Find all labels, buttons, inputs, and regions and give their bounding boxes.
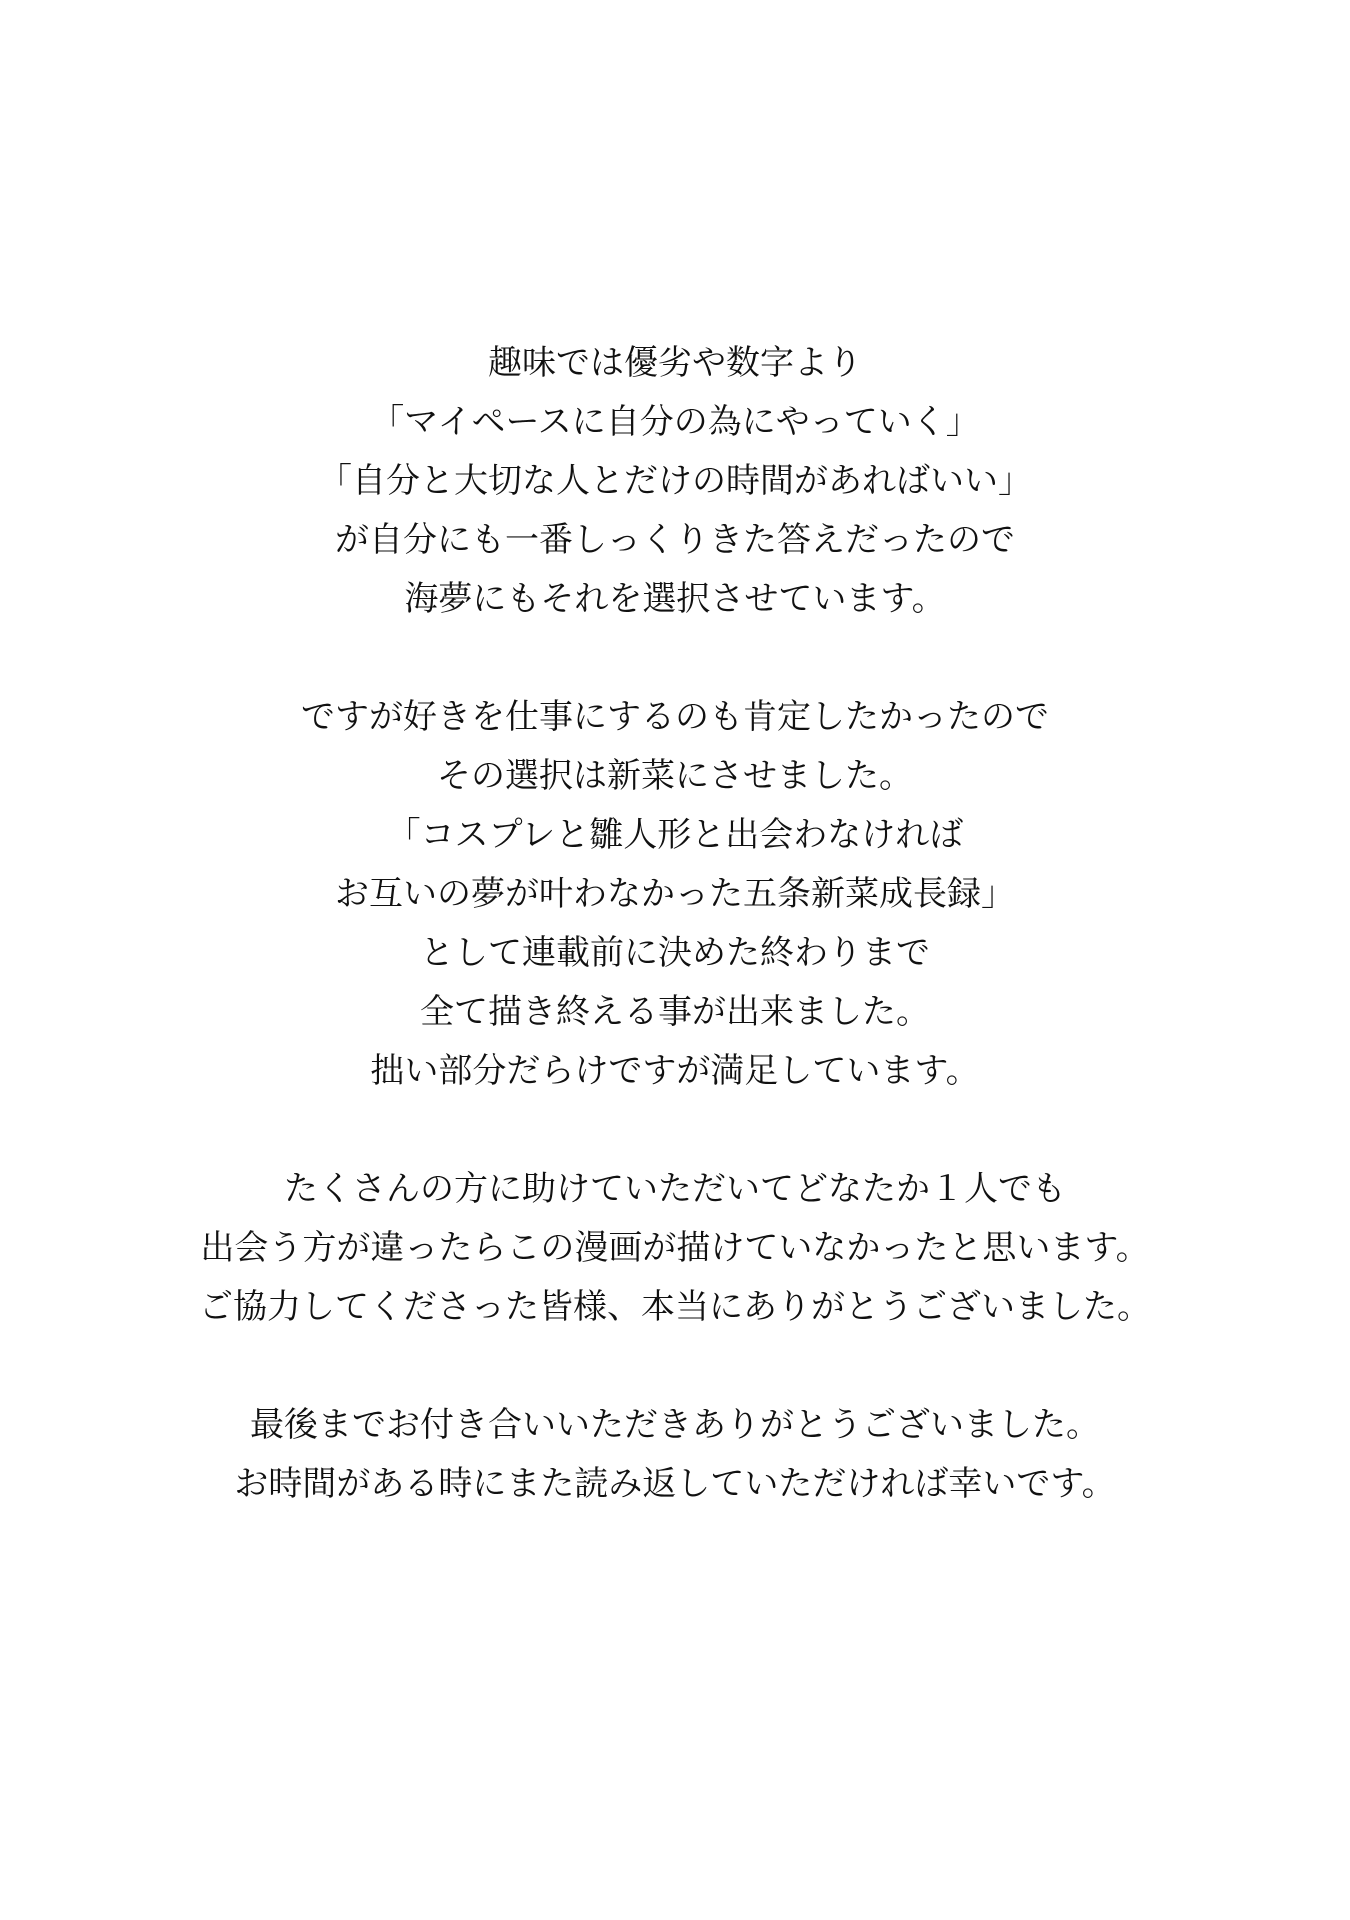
- text-line: が自分にも一番しっくりきた答えだったので: [335, 520, 1015, 560]
- text-line: 海夢にもそれを選択させています。: [404, 579, 946, 619]
- paragraph-4: [0, 1396, 1350, 1514]
- text-line: お時間がある時にまた読み返していただければ幸いです。: [234, 1464, 1116, 1504]
- text-line: 「自分と大切な人とだけの時間があればいい」: [318, 461, 1032, 501]
- text-line: 全て描き終える事が出来ました。: [420, 992, 930, 1032]
- text-line: お互いの夢が叶わなかった五条新菜成長録」: [335, 874, 1015, 914]
- text-line: 出会う方が違ったらこの漫画が描けていなかったと思います。: [200, 1228, 1150, 1268]
- paragraph-3: [0, 1160, 1350, 1337]
- text-line: その選択は新菜にさせました。: [437, 756, 913, 796]
- text-line: ですが好きを仕事にするのも肯定したかったので: [301, 697, 1049, 737]
- text-line: ご協力してくださった皆様、本当にありがとうございました。: [199, 1287, 1151, 1327]
- text-line: 趣味では優劣や数字より: [488, 343, 862, 383]
- text-line: 「コスプレと雛人形と出会わなければ: [386, 815, 964, 855]
- text-line: 拙い部分だらけですが満足しています。: [370, 1051, 980, 1091]
- paragraph-1: [0, 334, 1350, 629]
- text-line: として連載前に決めた終わりまで: [420, 933, 930, 973]
- text-line: たくさんの方に助けていただいてどなたか１人でも: [284, 1169, 1066, 1209]
- paragraph-2: [0, 688, 1350, 1101]
- afterword-text: [0, 334, 1350, 1514]
- text-line: 「マイペースに自分の為にやっていく」: [370, 402, 980, 442]
- text-line: 最後までお付き合いいただきありがとうございました。: [250, 1405, 1100, 1445]
